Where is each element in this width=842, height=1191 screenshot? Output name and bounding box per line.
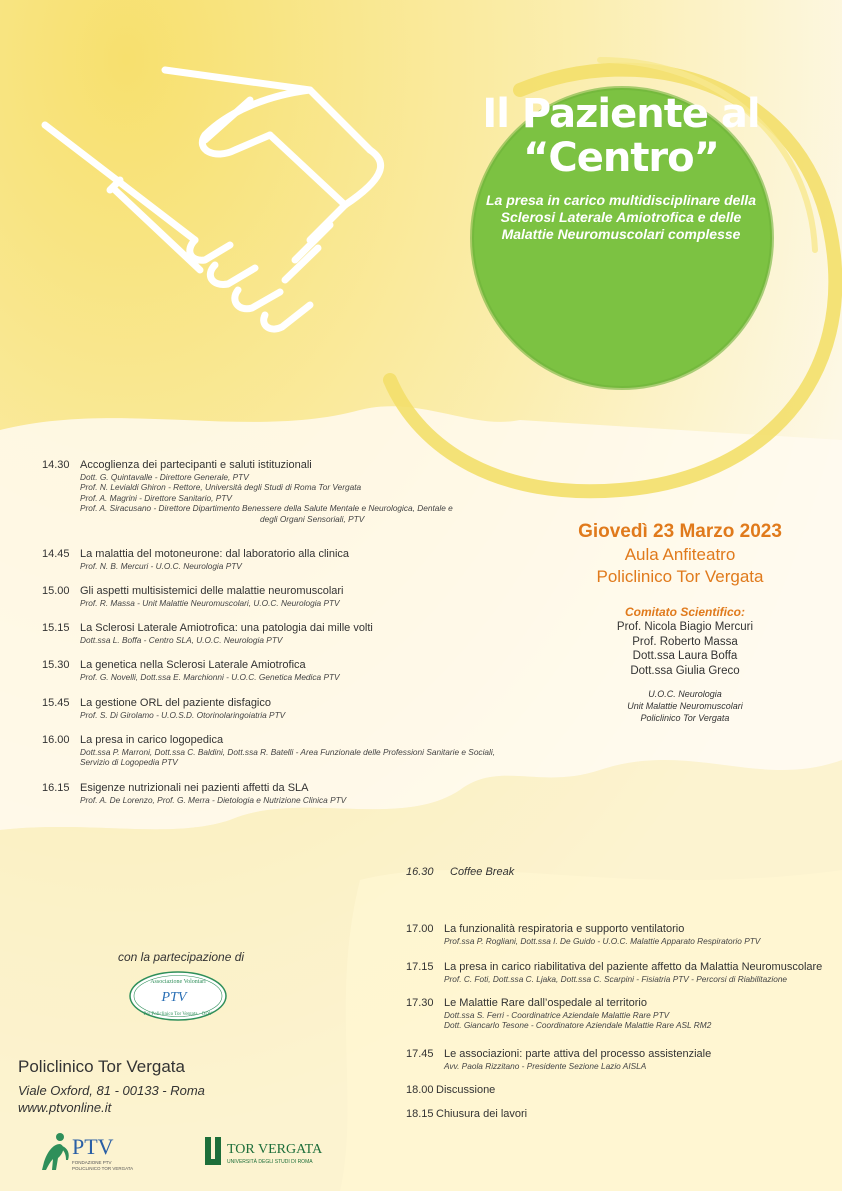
- program-time: 15.45: [42, 697, 70, 709]
- speaker-line: Prof. A. De Lorenzo, Prof. G. Merra - Dietologia e Nutrizione Clinica PTV: [80, 795, 347, 805]
- program-title: Le associazioni: parte attiva del processo assistenziale: [444, 1048, 712, 1060]
- program-title: Discussione: [436, 1084, 496, 1096]
- speaker-line: Prof. N. Levialdi Ghiron - Rettore, Università degli Studi di Roma Tor Vergata: [80, 482, 362, 493]
- assoc-logo-top: Associazione Volontari: [150, 979, 206, 985]
- program-speakers: [80, 561, 242, 571]
- program-title: La funzionalità respiratoria e supporto ventilatorio: [444, 923, 685, 935]
- program-title: La presa in carico riabilitativa del paziente affetto da Malattia Neuromuscolare: [444, 961, 823, 973]
- ptv-logo: [30, 1128, 140, 1178]
- speaker-line: Avv. Paola Rizzitano - Presidente Sezione Lazio AISLA: [444, 1061, 647, 1071]
- ptv-figure-icon: [42, 1133, 69, 1170]
- event-info: [560, 520, 800, 588]
- event-title-line2: “Centro”: [523, 135, 719, 181]
- unit-line: Policlinico Tor Vergata: [640, 713, 730, 723]
- unit-line: Unit Malattie Neuromuscolari: [627, 701, 743, 711]
- program-title: Chiusura dei lavori: [436, 1108, 528, 1120]
- program-title: Gli aspetti multisistemici delle malattie neuromuscolari: [80, 585, 344, 597]
- program-speakers: [444, 1061, 646, 1071]
- program-time: 17.00: [406, 923, 434, 935]
- program-speakers: [80, 598, 340, 608]
- speaker-line: Servizio di Logopedia PTV: [80, 757, 178, 768]
- program-speakers: [80, 795, 346, 805]
- program-time: 16.30: [406, 866, 434, 878]
- speaker-line: Prof. R. Massa - Unit Malattie Neuromuscolari, U.O.C. Neurologia PTV: [80, 598, 340, 608]
- program-title: Le Malattie Rare dall’ospedale al territorio: [444, 997, 647, 1009]
- program-speakers: [80, 635, 282, 645]
- ptv-logo-sub2: POLICLINICO TOR VERGATA: [72, 1166, 134, 1171]
- event-date: Giovedì 23 Marzo 2023: [578, 521, 782, 542]
- event-room: Aula Anfiteatro: [624, 545, 736, 564]
- association-logo: [128, 970, 228, 1022]
- assoc-logo-bottom: Per Policlinico Tor Vergata - ODV: [143, 1012, 213, 1017]
- assoc-logo-mid: PTV: [161, 990, 187, 1005]
- event-venue: Policlinico Tor Vergata: [596, 567, 764, 586]
- program-title: La gestione ORL del paziente disfagico: [80, 697, 271, 709]
- ptv-logo-text: PTV: [72, 1134, 114, 1159]
- speaker-line: Prof. N. B. Mercuri - U.O.C. Neurologia PTV: [80, 561, 242, 571]
- program-title: La malattia del motoneurone: dal laboratorio alla clinica: [80, 548, 350, 560]
- program-speakers: [444, 974, 787, 984]
- program-speakers: [444, 936, 760, 946]
- committee-member: Prof. Nicola Biagio Mercuri: [616, 621, 754, 633]
- tor-vergata-logo: [205, 1135, 335, 1169]
- partner-caption: con la partecipazione di: [118, 950, 245, 964]
- program-time: 15.15: [42, 622, 70, 634]
- event-title-block: [462, 92, 780, 243]
- tor-vergata-mark-icon: [205, 1137, 221, 1165]
- program-time: 16.00: [42, 734, 70, 746]
- event-title-line1: Il Paziente al: [482, 91, 760, 137]
- speaker-line: Dott. G. Quintavalle - Direttore Generale, PTV: [80, 472, 249, 482]
- speaker-line: Prof. G. Novelli, Dott.ssa E. Marchionni - U.O.C. Genetica Medica PTV: [80, 672, 340, 682]
- committee-member: Prof. Roberto Massa: [632, 635, 738, 648]
- speaker-line: Prof. S. Di Girolamo - U.O.S.D. Otorinolaringoiatria PTV: [80, 710, 286, 720]
- program-title: La presa in carico logopedica: [80, 734, 224, 746]
- program-speakers: [80, 672, 340, 682]
- program-time: 15.00: [42, 585, 70, 597]
- address-block: [18, 1056, 205, 1116]
- program-title: La genetica nella Sclerosi Laterale Amiotrofica: [80, 659, 306, 671]
- program-time: 15.30: [42, 659, 70, 671]
- speaker-line: Prof. A. Magrini - Direttore Sanitario, PTV: [80, 492, 232, 503]
- committee-member: Dott.ssa Giulia Greco: [630, 664, 740, 677]
- program-time: 18.00: [406, 1084, 434, 1096]
- program-time: 16.15: [42, 782, 70, 794]
- program-time: 14.45: [42, 548, 70, 560]
- speaker-line: Prof.ssa P. Rogliani, Dott.ssa I. De Guido - U.O.C. Malattie Apparato Respiratorio PTV: [444, 936, 761, 946]
- speaker-line: Dott.ssa P. Marroni, Dott.ssa C. Baldini, Dott.ssa R. Batelli - Area Funzionale delle Professioni Sanitarie e Sociali,: [80, 747, 496, 757]
- program-title: Coffee Break: [450, 866, 515, 878]
- committee-heading: Comitato Scientifico:: [624, 605, 745, 619]
- program-time: 17.15: [406, 961, 434, 973]
- website-link[interactable]: www.ptvonline.it: [18, 1100, 112, 1115]
- event-subtitle: La presa in carico multidisciplinare della Sclerosi Laterale Amiotrofica e delle Malattie Neuromuscolari complesse: [486, 192, 756, 242]
- program-speakers: [444, 1010, 711, 1031]
- program-speakers: [80, 747, 495, 768]
- tor-vergata-sub: UNIVERSITÀ DEGLI STUDI DI ROMA: [227, 1159, 313, 1165]
- speaker-line: Prof. C. Foti, Dott.ssa C. Ljaka, Dott.ssa C. Scarpini - Fisiatria PTV - Percorsi di Riabilitazione: [444, 974, 788, 984]
- speaker-line: Dott. Giancarlo Tesone - Coordinatore Aziendale Malattie Rare ASL RM2: [444, 1020, 712, 1031]
- address-name: Policlinico Tor Vergata: [18, 1057, 185, 1076]
- tor-vergata-text: TOR VERGATA: [227, 1142, 323, 1157]
- program-time: 18.15: [406, 1108, 434, 1120]
- speaker-line: Prof. A. Siracusano - Direttore Dipartimento Benessere della Salute Mentale e Neurologica, Dentale e: [80, 503, 453, 514]
- program-time: 14.30: [42, 459, 70, 471]
- program-title: La Sclerosi Laterale Amiotrofica: una patologia dai mille volti: [80, 622, 373, 634]
- program-time: 17.45: [406, 1048, 434, 1060]
- program-time: 17.30: [406, 997, 434, 1009]
- speaker-line: degli Organi Sensoriali, PTV: [260, 513, 365, 524]
- program-title: Accoglienza dei partecipanti e saluti istituzionali: [80, 459, 312, 471]
- unit-line: U.O.C. Neurologia: [648, 689, 722, 699]
- scientific-committee: [585, 604, 785, 678]
- address-street: Viale Oxford, 81 - 00133 - Roma: [18, 1083, 205, 1098]
- program-speakers: [80, 710, 285, 720]
- program-speakers: [80, 472, 453, 524]
- ptv-logo-sub1: FONDAZIONE PTV: [72, 1160, 112, 1165]
- organizing-unit: [585, 688, 785, 724]
- program-title: Esigenze nutrizionali nei pazienti affetti da SLA: [80, 782, 309, 794]
- speaker-line: Dott.ssa L. Boffa - Centro SLA, U.O.C. Neurologia PTV: [80, 635, 283, 645]
- speaker-line: Dott.ssa S. Ferri - Coordinatrice Aziendale Malattie Rare PTV: [444, 1010, 670, 1020]
- committee-member: Dott.ssa Laura Boffa: [632, 650, 738, 662]
